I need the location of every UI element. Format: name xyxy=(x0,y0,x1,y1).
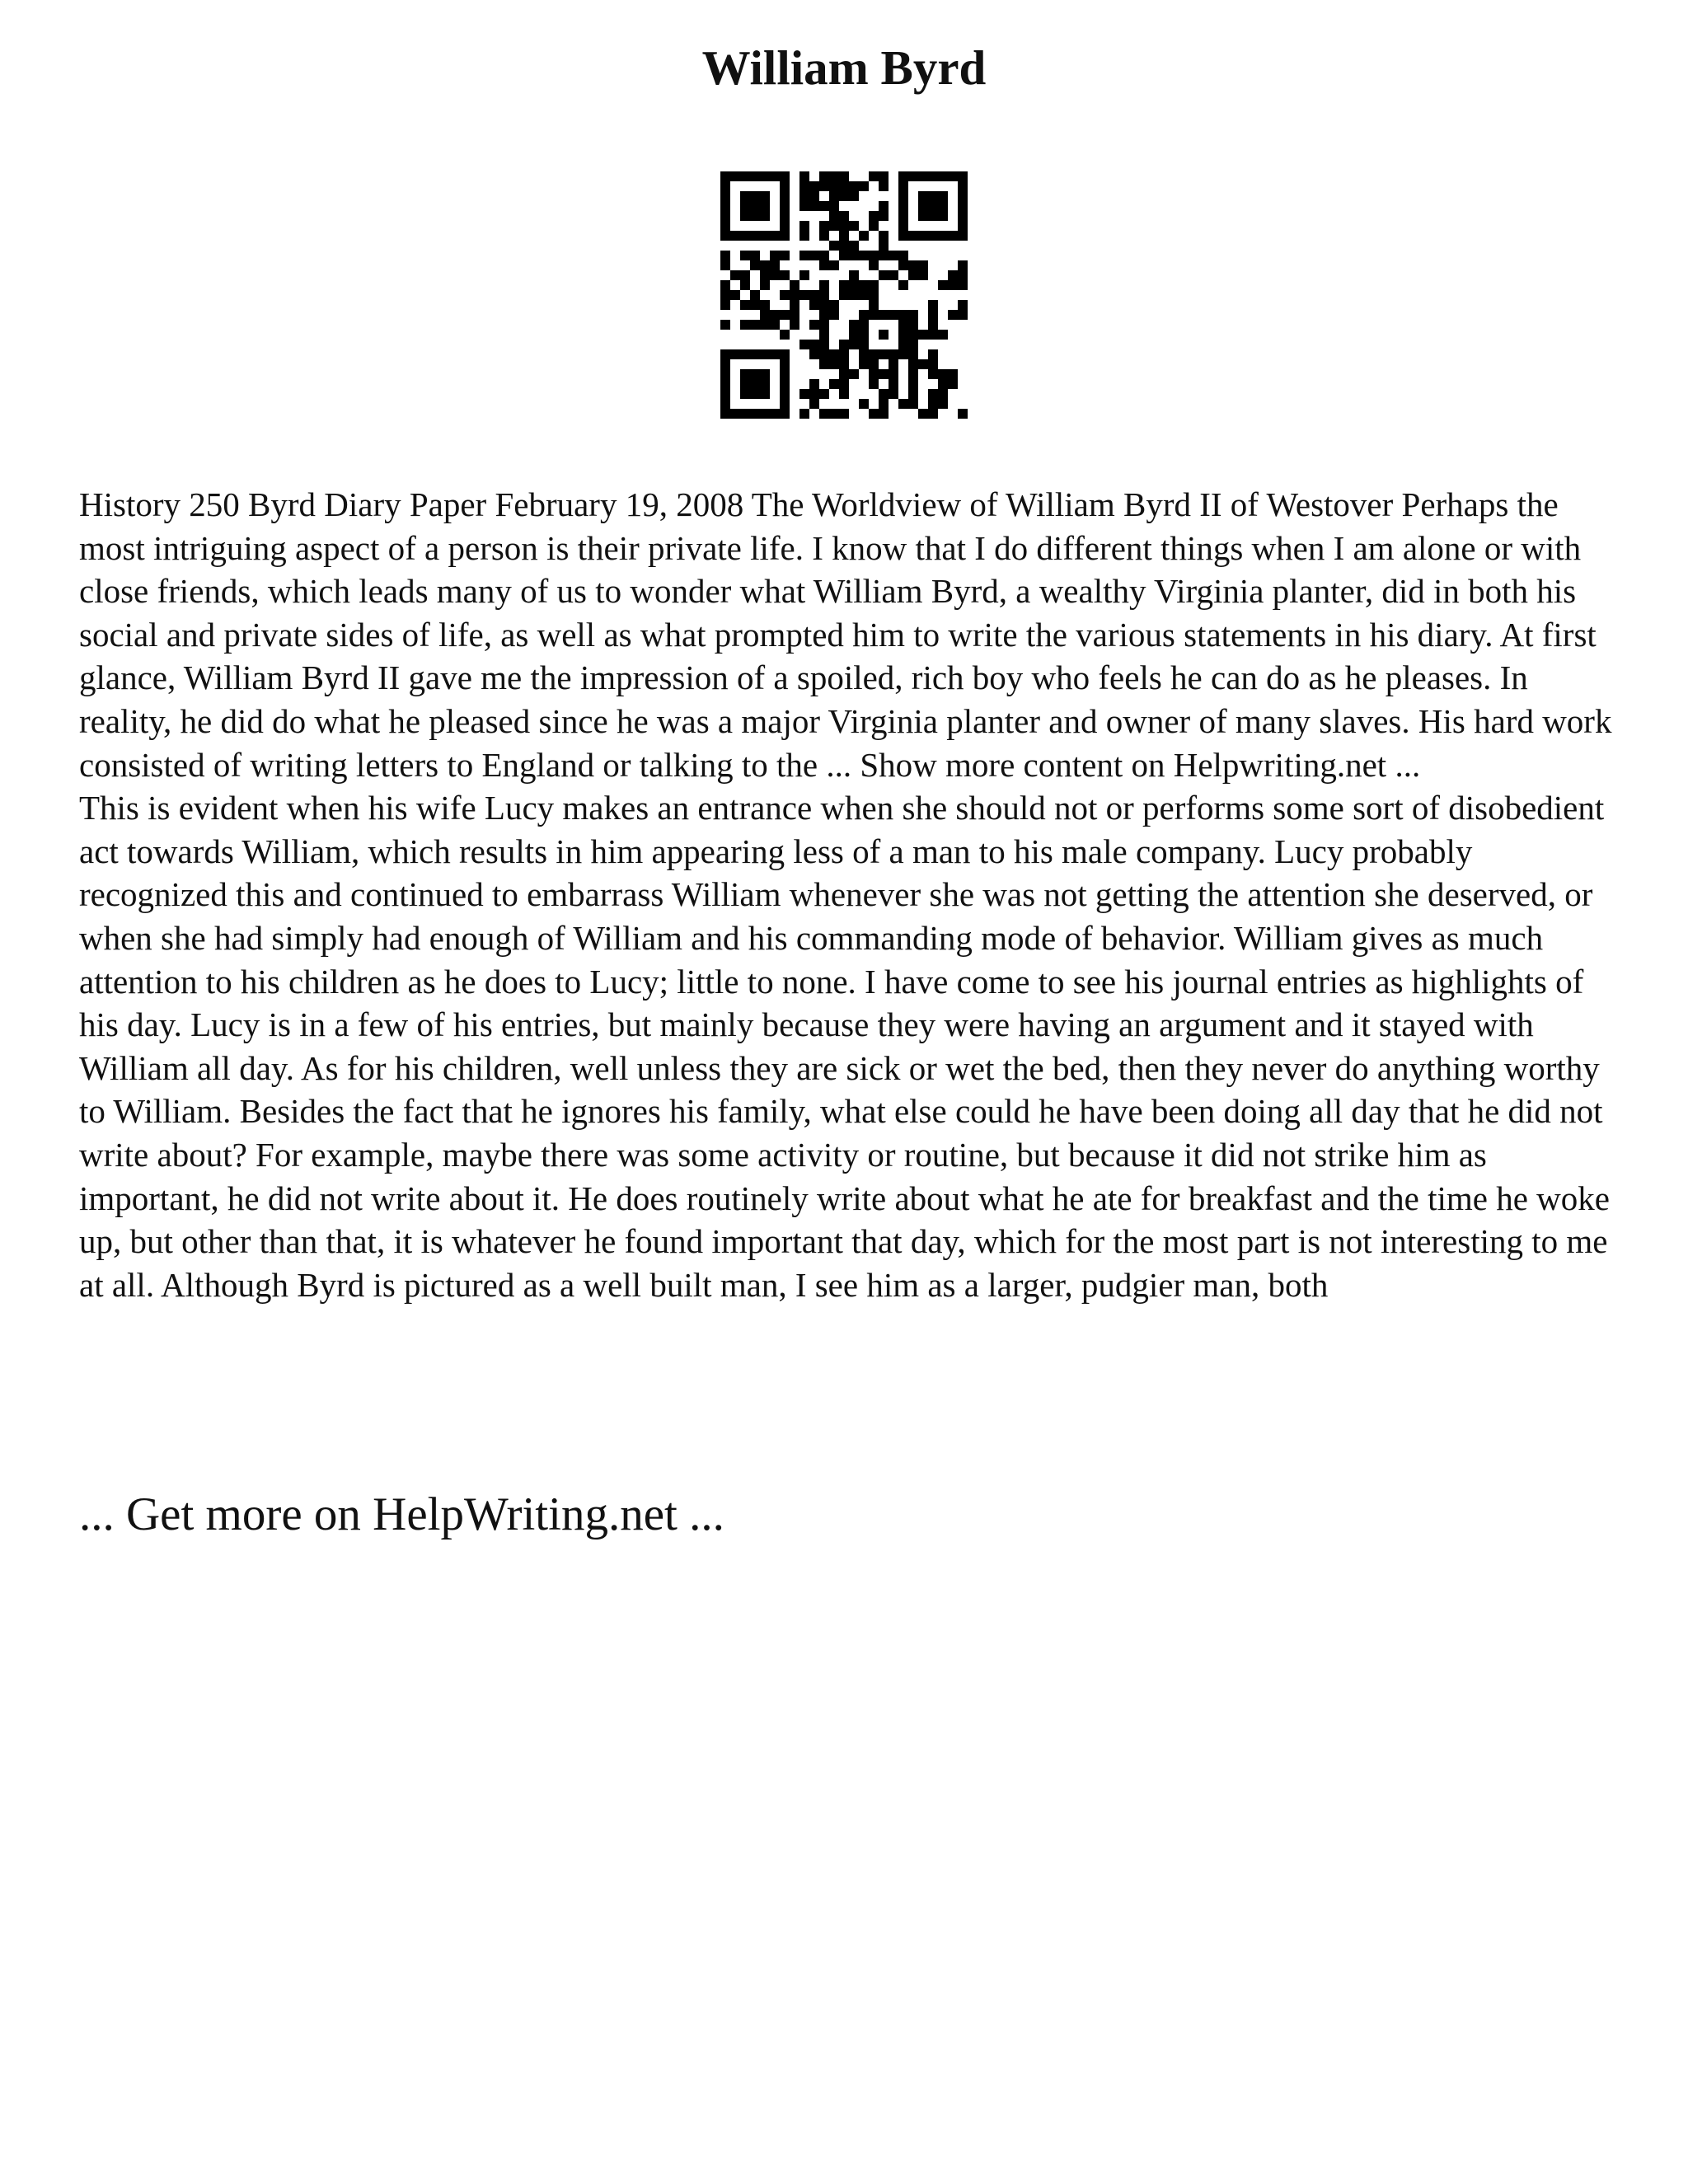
article-paragraph-2: This is evident when his wife Lucy makes an entrance when she should not or performs some sort of disobedient act towards William, which results in him appearing less of a man to his male company. Lucy probably recognized this and continued to embarrass William whenever she was not getting the attention she deserved, or when she had simply had enough of William and his commanding mode of behavior. William gives as much attention to his children as he does to Lucy; little to none. I have come to see his journal entries as highlights of his day. Lucy is in a few of his entries, but mainly because they were having an argument and it stayed with William all day. As for his children, well unless they are sick or wet the bed, then they never do anything worthy to William. Besides the fact that he ignores his family, what else could he have been doing all day that he did not write about? For example, maybe there was some activity or routine, but because it did not strike him as important, he did not write about it. He does routinely write about what he ate for breakfast and the time he woke up, but other than that, it is whatever he found important that day, which for the most part is not interesting to me at all. Although Byrd is pictured as a well built man, I see him as a larger, pudgier man, both xyxy=(79,789,1610,1304)
article-paragraph-1: History 250 Byrd Diary Paper February 19, 2008 The Worldview of William Byrd II of Westover Perhaps the most intriguing aspect of a person is their private life. I know that I do different things when I am alone or with close friends, which leads many of us to wonder what William Byrd, a wealthy Virginia planter, did in both his social and private sides of life, as well as what prompted him to write the various statements in his diary. At first glance, William Byrd II gave me the impression of a spoiled, rich boy who feels he can do as he pleases. In reality, he did do what he pleased since he was a major Virginia planter and owner of many slaves. His hard work consisted of writing letters to England or talking to the ... Show more content on Helpwriting.net ... xyxy=(79,485,1612,784)
get-more-link[interactable]: ... Get more on HelpWriting.net ... xyxy=(79,1488,724,1540)
article-body xyxy=(79,483,1620,1306)
page-title: William Byrd xyxy=(701,40,987,95)
qr-code-image xyxy=(720,171,968,419)
qr-code-graphic xyxy=(720,171,968,419)
